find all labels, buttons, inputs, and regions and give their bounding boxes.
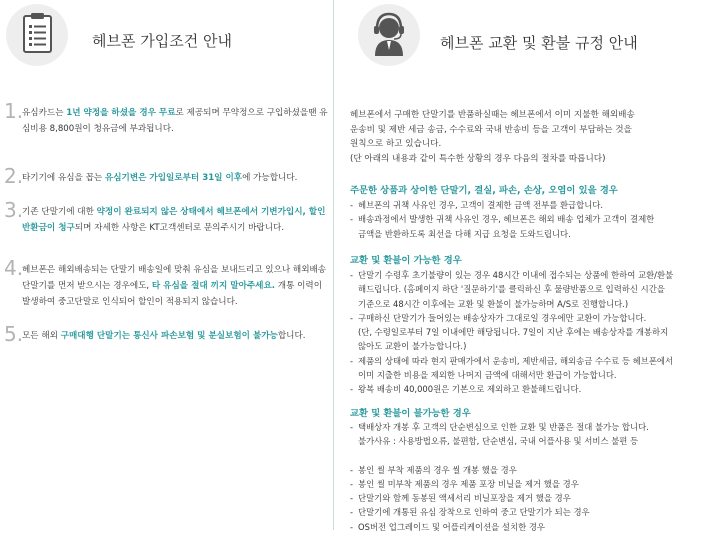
condition-item-2: 2. 타기기에 유심을 꼽는 유심기변은 가입일로부터 31일 이후에 가능합니다. bbox=[4, 164, 298, 188]
list-item: - 구매하신 단말기가 들어있는 배송상자가 그대로일 경우에만 교환이 가능합니다. bbox=[350, 311, 712, 325]
section-title-defect: 주문한 상품과 상이한 단말기, 결실, 파손, 손상, 오염이 있을 경우 bbox=[350, 185, 618, 196]
refund-intro-text: 헤브폰에서 구매한 단말기를 반품하실때는 헤브폰에서 이미 지불한 해외배송 운송비 및 제반 세금 송금, 수수료와 국내 반송비 등을 고객이 부담하는 것을 원칙으로 하고 있습니다. (단 아래의 내용과 같이 특수한 상황의 경우 다음의 절차를 따릅니다) bbox=[350, 110, 635, 164]
list-item: 불가사유 : 사용방법오류, 불편함, 단순변심, 국내 어플사용 및 서비스 불편 등 bbox=[358, 436, 639, 447]
condition-item-4: 4. 헤브폰은 해외배송되는 단말기 배송일에 맞춰 유심을 보내드리고 있으나 해외배송 단말기를 먼저 받으시는 경우에도, 타 유심을 절대 끼지 말아주세요. 개통 이력이 발생하여 중고단말로 인식되어 할인이 적용되지 않습니다. bbox=[4, 256, 327, 307]
defect-bullets bbox=[350, 198, 712, 241]
condition-item-1: 1. 유심카드는 1년 약정을 하셨을 경우 무료로 제공되며 무약정으로 구입하셨을땐 유심비용 8,800원이 청유금에 부과됩니다. bbox=[4, 99, 328, 134]
column-divider bbox=[333, 0, 334, 530]
item-number: 4. bbox=[4, 256, 24, 280]
list-item: - 단말기에 개통된 유심 장착으로 인하여 중고 단말기가 되는 경우 bbox=[350, 505, 712, 519]
item-number: 2. bbox=[4, 164, 24, 188]
list-item: - 헤브폰의 귀책 사유인 경우, 고객이 결제한 금액 전부를 환급합니다. bbox=[350, 198, 712, 212]
condition-item-5: 5. 모든 해외 구매대행 단말기는 통신사 파손보험 및 분실보험이 불가능합니다. bbox=[4, 322, 306, 346]
refund-possible-bullets bbox=[350, 268, 712, 397]
refund-impossible-bullets bbox=[350, 420, 712, 534]
list-item: - 배송과정에서 발생한 귀책 사유인 경우, 헤브폰은 해외 배송 업체가 고객이 결제한 bbox=[350, 212, 712, 226]
list-item: - 봉인 씰 부착 제품의 경우 씰 개봉 했을 경우 bbox=[350, 463, 712, 477]
list-item: - 제품의 상태에 따라 현지 판매가에서 운송비, 제반세금, 해외송금 수수료 등 헤브폰에서 bbox=[350, 354, 712, 368]
clipboard-icon bbox=[6, 4, 68, 66]
list-item: (단, 수령일로부터 7일 이내에만 해당됩니다. 7일이 지난 후에는 배송상자를 개봉하지 bbox=[358, 327, 669, 338]
list-item: 않아도 교환이 불가능합니다.) bbox=[358, 341, 467, 352]
list-item: 기준으로 48시간 이후에는 교환 및 환불이 불가능하며 A/S로 진행합니다.) bbox=[358, 298, 629, 309]
list-item: - 단말기 수령후 초기불량이 있는 경우 48시간 이내에 접수되는 상품에 한하여 교환/환불 bbox=[350, 268, 712, 282]
list-spacer bbox=[350, 449, 712, 463]
signup-conditions-title: 헤브폰 가입조건 안내 bbox=[92, 32, 232, 50]
item-number: 5. bbox=[4, 322, 24, 346]
list-item: - OS버전 업그레이드 및 어플리케이션을 설치한 경우 bbox=[350, 520, 712, 534]
list-item: - 봉인 씰 미부착 제품의 경우 제품 포장 비닐을 제거 했을 경우 bbox=[350, 477, 712, 491]
exchange-refund-title: 헤브폰 교환 및 환불 규정 안내 bbox=[440, 34, 638, 52]
list-item: - 단말기와 함께 동봉된 액세서리 비닐포장을 제거 했을 경우 bbox=[350, 491, 712, 505]
list-item: 금액을 반환하도록 최선을 다해 지급 요청을 도와드립니다. bbox=[358, 228, 571, 239]
section-title-refund-possible: 교환 및 환불이 가능한 경우 bbox=[350, 255, 462, 266]
list-item: - 택배상자 개봉 후 고객의 단순변심으로 인한 교환 및 반품은 절대 불가능 합니다. bbox=[350, 420, 712, 434]
list-item: - 왕복 배송비 40,000원은 기본으로 제외하고 환불해드립니다. bbox=[350, 382, 712, 396]
item-number: 1. bbox=[4, 99, 24, 123]
section-title-refund-impossible: 교환 및 환불이 불가능한 경우 bbox=[350, 408, 471, 419]
list-item: 해드립니다. (홈페이지 하단 '질문하기'를 클릭하신 후 물량반품으로 입력하신 시간을 bbox=[358, 284, 665, 295]
condition-item-3: 3. 기존 단말기에 대한 약정이 완료되지 않은 상태에서 헤브폰에서 기변가입시, 할인반환금이 청구되며 자세한 사항은 KT고객센터로 문의주시기 바랍니다. bbox=[4, 198, 326, 233]
item-number: 3. bbox=[4, 198, 24, 222]
list-item: 이미 지출한 비용을 제외한 나머지 금액에 대해서만 환급이 가능합니다. bbox=[358, 370, 617, 381]
customer-service-headset-icon bbox=[358, 4, 420, 66]
